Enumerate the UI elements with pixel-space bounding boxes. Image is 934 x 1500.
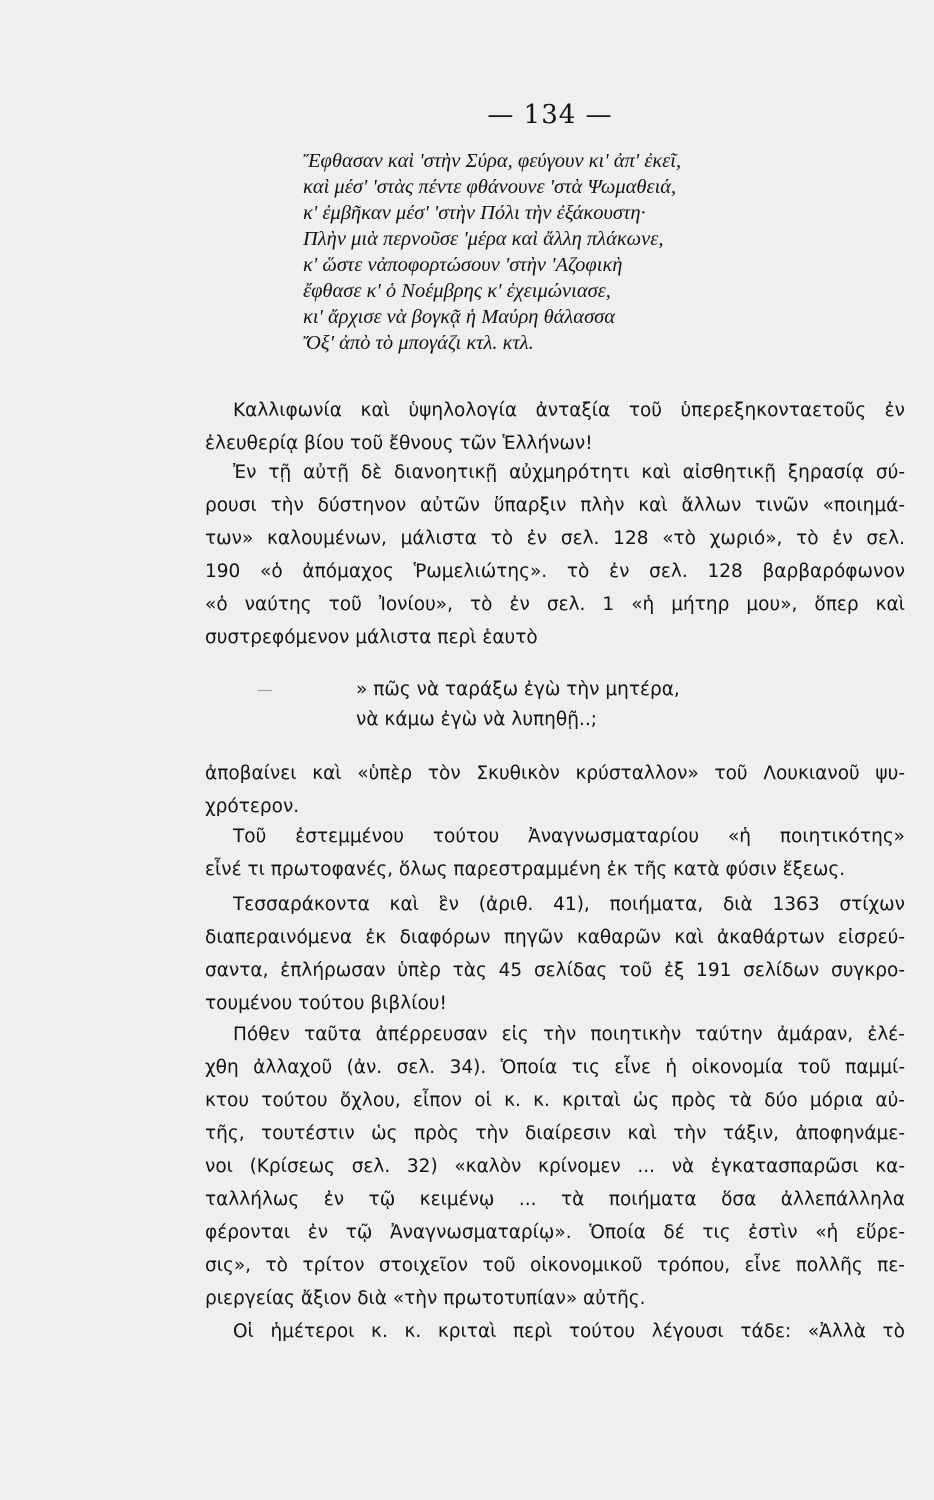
paragraph-4 (205, 820, 905, 886)
text-line: συστρεφόμενον μάλιστα περὶ ἑαυτὸ (205, 627, 538, 648)
paragraph-6 (205, 1018, 905, 1315)
text-line: Τοῦ ἐστεμμένου τούτου Ἀναγνωσματαρίου «ἡ ποιητικότης» (233, 826, 905, 847)
text-line: «ὁ ναύτης τοῦ Ἰονίου», τὸ ἐν σελ. 1 «ἡ μήτηρ μου», ὅπερ καὶ (205, 594, 905, 615)
text-line: τουμένου τούτου βιβλίου! (205, 993, 447, 1014)
poem-line: Πλὴν μιὰ περνοῦσε 'μέρα καὶ ἄλλη πλάκωνε, (303, 228, 664, 250)
text-line: ἐλευθερίᾳ βίου τοῦ ἔθνους τῶν Ἑλλήνων! (205, 433, 593, 454)
page-number: — 134 — (487, 100, 613, 130)
text-line: Οἱ ἡμέτεροι κ. κ. κριταὶ περὶ τούτου λέγουσι τάδε: «Ἀλλὰ τὸ (233, 1321, 905, 1342)
text-line: διαπεραινόμενα ἐκ διαφόρων πηγῶν καθαρῶν καὶ ἀκαθάρτων εἰσρεύ- (205, 927, 905, 948)
paragraph-1 (205, 394, 905, 460)
text-line: Ἐν τῇ αὐτῇ δὲ διανοητικῇ αὐχμηρότητι καὶ αἰσθητικῇ ξηρασίᾳ σύ- (233, 462, 905, 483)
text-line: κτου τούτου ὄχλου, εἶπον οἱ κ. κ. κριταὶ ὡς πρὸς τὰ δύο μόρια αὐ- (205, 1090, 905, 1111)
poem-quotation (303, 148, 923, 356)
text-line: Καλλιφωνία καὶ ὑψηλολογία ἀνταξία τοῦ ὑπερεξηκονταετοῦς ἐν (233, 400, 905, 421)
text-line: νοι (Κρίσεως σελ. 32) «καλὸν κρίνομεν ... νὰ ἐγκατασπαρῶσι κα- (205, 1156, 905, 1177)
poem-line: Ὄξ' ἀπὸ τὸ μπογάζι κτλ. κτλ. (303, 332, 534, 354)
poem-line: κ' ἐμβῆκαν μέσ' 'στὴν Πόλι τὴν ἐξάκουστη· (303, 202, 646, 224)
text-line: των» καλουμένων, μάλιστα τὸ ἐν σελ. 128 «τὸ χωριό», τὸ ἐν σελ. (205, 528, 905, 549)
text-line: 190 «ὁ ἀπόμαχος Ῥωμελιώτης». τὸ ἐν σελ. 128 βαρβαρόφωνον (205, 561, 905, 582)
text-line: ρουσι τὴν δύστηνον αὐτῶν ὕπαρξιν πλὴν καὶ ἄλλων τινῶν «ποιημά- (205, 495, 905, 516)
paragraph-3 (205, 757, 905, 823)
verse-quotation (356, 675, 776, 735)
poem-line: κι' ἄρχισε νὰ βογκᾷ ἡ Μαύρη θάλασσα (303, 306, 616, 328)
paragraph-2 (205, 456, 905, 654)
text-line: φέρονται ἐν τῷ Ἀναγνωσματαρίῳ». Ὁποία δέ τις ἐστὶν «ἡ εὕρε- (205, 1222, 905, 1243)
quote-line: » πῶς νὰ ταράξω ἐγὼ τὴν μητέρα, (356, 679, 680, 700)
poem-line: καὶ μέσ' 'στὰς πέντε φθάνουνε 'στὰ Ψωμαθειά, (303, 176, 677, 198)
paragraph-5 (205, 888, 905, 1020)
text-line: Τεσσαράκοντα καὶ ἓν (ἀριθ. 41), ποιήματα, διὰ 1363 στίχων (233, 894, 905, 915)
text-line: τῆς, τουτέστιν ὡς πρὸς τὴν διαίρεσιν καὶ τὴν τάξιν, ἀποφηνάμε- (205, 1123, 905, 1144)
poem-line: κ' ὥστε νἀποφορτώσουν 'στὴν 'Αζοφικὴ (303, 254, 623, 276)
text-line: ταλλήλως ἐν τῷ κειμένῳ ... τὰ ποιήματα ὅσα ἀλλεπάλληλα (205, 1189, 905, 1210)
paragraph-7 (205, 1315, 905, 1348)
text-line: εἶνέ τι πρωτοφανές, ὅλως παρεστραμμένη ἐκ τῆς κατὰ φύσιν ἕξεως. (205, 859, 846, 880)
quote-line: νὰ κάμω ἐγὼ νὰ λυπηθῇ..; (356, 709, 597, 730)
text-line: ἀποβαίνει καὶ «ὑπὲρ τὸν Σκυθικὸν κρύσταλλον» τοῦ Λουκιανοῦ ψυ- (205, 763, 905, 784)
poem-line: Ἔφθασαν καὶ 'στὴν Σύρα, φεύγουν κι' ἀπ' ἐκεῖ, (303, 150, 682, 172)
margin-mark (258, 690, 272, 691)
text-line: χρότερον. (205, 796, 300, 817)
text-line: ριεργείας ἄξιον διὰ «τὴν πρωτοτυπίαν» αὐτῆς. (205, 1288, 646, 1309)
text-line: Πόθεν ταῦτα ἀπέρρευσαν εἰς τὴν ποιητικὴν ταύτην ἀμάραν, ἐλέ- (233, 1024, 905, 1045)
text-line: σαντα, ἐπλήρωσαν ὑπὲρ τὰς 45 σελίδας τοῦ ἐξ 191 σελίδων συγκρο- (205, 960, 905, 981)
text-line: σις», τὸ τρίτον στοιχεῖον τοῦ οἰκονομικοῦ τρόπου, εἶνε πολλῆς πε- (205, 1255, 905, 1276)
text-line: χθη ἀλλαχοῦ (ἀν. σελ. 34). Ὁποία τις εἶνε ἡ οἰκονομία τοῦ παμμί- (205, 1057, 905, 1078)
poem-line: ἔφθασε κ' ὁ Νοέμβρης κ' ἐχειμώνιασε, (303, 280, 611, 302)
